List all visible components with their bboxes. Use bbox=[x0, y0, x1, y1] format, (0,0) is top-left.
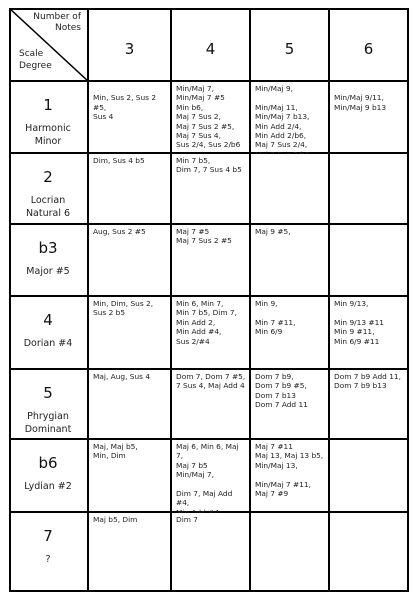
chord-cell bbox=[251, 82, 330, 154]
chord-list: Dim 7 bbox=[176, 515, 198, 524]
chord-list: Maj 7 #11 Maj 13, Maj 13 b5, Min/Maj 13, Min/Maj 7 #11, Maj 7 #9 bbox=[255, 442, 324, 499]
mode-name: Dorian #4 bbox=[23, 338, 73, 349]
chord-cell bbox=[330, 154, 409, 225]
row-header-cell bbox=[9, 82, 89, 154]
chord-cell bbox=[89, 370, 172, 440]
column-header-note-count: 5 bbox=[284, 40, 295, 58]
scale-degree-number: 1 bbox=[43, 96, 53, 114]
chord-cell bbox=[330, 225, 409, 297]
scale-degree-number: 7 bbox=[43, 527, 53, 545]
chord-cell bbox=[251, 225, 330, 297]
chord-cell bbox=[89, 513, 172, 592]
corner-label-scale-degree: Scale Degree bbox=[19, 49, 52, 71]
chord-cell bbox=[251, 370, 330, 440]
row-header-cell bbox=[9, 154, 89, 225]
chord-cell bbox=[89, 297, 172, 370]
chord-cell bbox=[330, 513, 409, 592]
chord-cell bbox=[330, 297, 409, 370]
scale-degree-number: 2 bbox=[43, 168, 53, 186]
chord-cell bbox=[330, 82, 409, 154]
scale-chord-table bbox=[9, 8, 409, 592]
chord-list: Dom 7, Dom 7 #5, 7 Sus 4, Maj Add 4 bbox=[176, 372, 246, 391]
mode-name: Lydian #2 bbox=[24, 481, 72, 492]
chord-list: Aug, Sus 2 #5 bbox=[93, 227, 146, 236]
column-header-cell bbox=[251, 8, 330, 82]
chord-cell bbox=[89, 225, 172, 297]
scale-degree-number: 5 bbox=[43, 384, 53, 402]
scale-degree-number: b3 bbox=[38, 239, 58, 257]
corner-label-number-of-notes: Number of Notes bbox=[33, 12, 81, 33]
chord-cell bbox=[330, 370, 409, 440]
chord-list: Dim, Sus 4 b5 bbox=[93, 156, 145, 165]
chord-list: Maj 7 #5 Maj 7 Sus 2 #5 bbox=[176, 227, 232, 246]
scale-degree-number: 4 bbox=[43, 311, 53, 329]
chord-cell bbox=[330, 440, 409, 513]
column-header-cell bbox=[330, 8, 409, 82]
chord-list: Maj 6, Min 6, Maj 7, Maj 7 b5 Min/Maj 7, Dim 7, Maj Add #4, bbox=[176, 442, 239, 508]
chord-list: Min/Maj 9, Min/Maj 11, Min/Maj 7 b13, Min Add 2/4, Min Add 2/b6, Maj 7 Sus 2/4, bbox=[255, 84, 310, 150]
column-header-cell bbox=[172, 8, 251, 82]
chord-list: Min 7 b5, Dim 7, 7 Sus 4 b5 bbox=[176, 156, 242, 175]
column-header-cell bbox=[89, 8, 172, 82]
column-header-note-count: 4 bbox=[205, 40, 216, 58]
row-header-cell bbox=[9, 440, 89, 513]
chord-list: Min, Dim, Sus 2, Sus 2 b5 bbox=[93, 299, 154, 318]
scale-degree-number: b6 bbox=[38, 454, 58, 472]
chord-cell bbox=[172, 154, 251, 225]
column-header-note-count: 6 bbox=[363, 40, 374, 58]
row-header-cell bbox=[9, 225, 89, 297]
chord-list: Maj, Maj b5, Min, Dim bbox=[93, 442, 138, 461]
chord-list: Min 6, Min 7, Min 7 b5, Dim 7, Min Add 2, Min Add #4, Sus 2/#4 bbox=[176, 299, 237, 346]
row-header-cell bbox=[9, 297, 89, 370]
row-header-cell bbox=[9, 513, 89, 592]
chord-cell bbox=[89, 154, 172, 225]
column-header-note-count: 3 bbox=[124, 40, 135, 58]
chord-list: Min/Maj 7, Min/Maj 7 #5 Min b6, Maj 7 Sus 2, Maj 7 Sus 2 #5, Maj 7 Sus 4, Sus 2/4, Sus 2/b6 bbox=[176, 84, 241, 150]
chord-cell bbox=[172, 370, 251, 440]
header-corner-cell bbox=[9, 8, 89, 82]
chord-cell bbox=[172, 82, 251, 154]
chord-list: Min, Sus 2, Sus 2 #5, Sus 4 bbox=[93, 93, 157, 122]
chord-list: Maj, Aug, Sus 4 bbox=[93, 372, 151, 381]
mode-name: ? bbox=[45, 554, 51, 565]
chord-cell bbox=[89, 440, 172, 513]
chord-cell bbox=[172, 440, 251, 513]
mode-name: Locrian Natural 6 bbox=[25, 195, 71, 219]
row-header-cell bbox=[9, 370, 89, 440]
chord-list: Maj 9 #5, bbox=[255, 227, 291, 236]
mode-name: Harmonic Minor bbox=[25, 123, 71, 147]
chord-cell bbox=[172, 297, 251, 370]
chord-list: Dom 7 b9, Dom 7 b9 #5, Dom 7 b13 Dom 7 Add 11 bbox=[255, 372, 308, 410]
chord-cell bbox=[251, 154, 330, 225]
chord-cell bbox=[172, 225, 251, 297]
mode-name: Major #5 bbox=[26, 266, 70, 277]
chord-list: Min 9/13, Min 9/13 #11 Min 9 #11, Min 6/9 #11 bbox=[334, 299, 385, 346]
chord-list: Min 9, Min 7 #11, Min 6/9 bbox=[255, 299, 296, 337]
chord-cell bbox=[251, 513, 330, 592]
chord-list: Min/Maj 9/11, Min/Maj 9 b13 bbox=[334, 93, 387, 112]
chord-cell bbox=[89, 82, 172, 154]
chord-list: Maj b5, Dim bbox=[93, 515, 138, 524]
chord-cell bbox=[251, 440, 330, 513]
mode-name: Phrygian Dominant bbox=[24, 411, 72, 435]
chord-cell bbox=[172, 513, 251, 592]
chord-list: Dom 7 b9 Add 11, Dom 7 b9 b13 bbox=[334, 372, 401, 391]
chord-cell bbox=[251, 297, 330, 370]
